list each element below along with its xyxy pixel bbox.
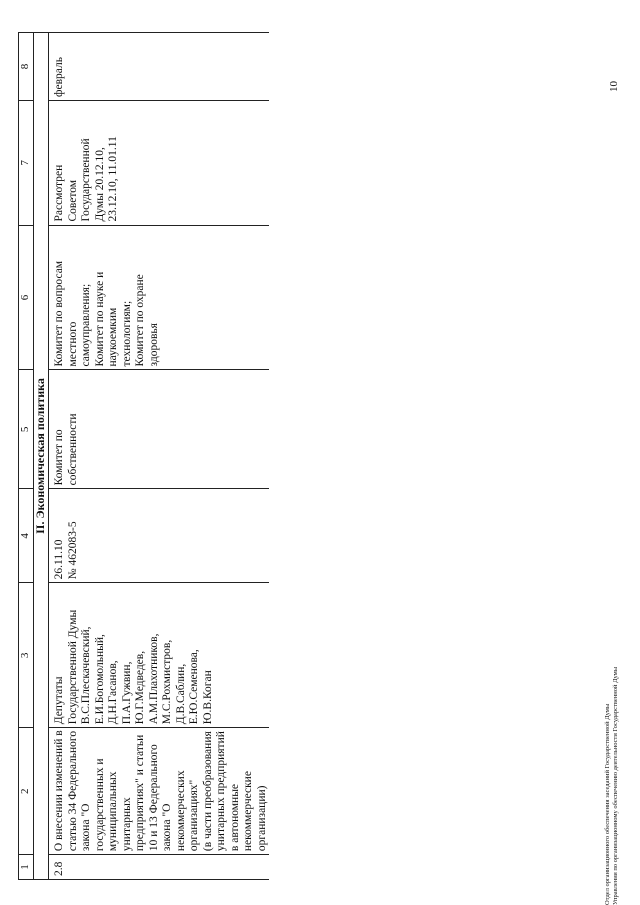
- document-sheet: [18, 20, 618, 880]
- column-number: 8: [19, 33, 34, 101]
- column-number: 1: [19, 855, 34, 880]
- footer-line: Управления по организационному обеспечению деятельности Государственной Думы: [612, 666, 619, 905]
- section-row: [34, 33, 49, 880]
- column-number-header: [19, 33, 34, 880]
- bills-table: [18, 32, 269, 880]
- bill-registration: 26.11.10 № 462083-5: [49, 489, 270, 583]
- column-number: 2: [19, 728, 34, 855]
- column-number: 5: [19, 370, 34, 489]
- column-number: 6: [19, 225, 34, 370]
- column-number: 4: [19, 489, 34, 583]
- footer-line: Отдел организационного обеспечения заседаний Государственной Думы: [604, 703, 611, 905]
- page-footer: [604, 605, 620, 905]
- bill-status: Рассмотрен Советом Государственной Думы 20.12.10, 23.12.10, 11.01.11: [49, 100, 270, 225]
- column-number: 3: [19, 583, 34, 728]
- bill-authors: Депутаты Государственной Думы В.С.Плескачевский, Е.И.Богомольный, Д.Н.Гасанов, П.А.Гужвин, Ю.Г.Медведев, А.М.Плахотников, М.С.Рохмистров, Д.В.Саблин, Е.Ю.Семенова, Ю.В.Коган: [49, 583, 270, 728]
- row-number: 2.8: [49, 855, 270, 880]
- responsible-committee: Комитет по собственности: [49, 370, 270, 489]
- bill-title: О внесении изменений в статью 34 Федерального закона "О государственных и муниципальных унитарных предприятиях" и статьи 10 и 13 Федерального закона "О некоммерческих организациях" (в части преобразования унитарных предприятий в автономные некоммерческие организации): [49, 728, 270, 855]
- section-title: II. Экономическая политика: [34, 33, 49, 880]
- column-number: 7: [19, 100, 34, 225]
- table-row: [49, 33, 270, 880]
- page-number: 10: [608, 81, 620, 92]
- planned-term: февраль: [49, 33, 270, 101]
- co-committees: Комитет по вопросам местного самоуправления; Комитет по науке и наукоемким технологиям; Комитет по охране здоровья: [49, 225, 270, 370]
